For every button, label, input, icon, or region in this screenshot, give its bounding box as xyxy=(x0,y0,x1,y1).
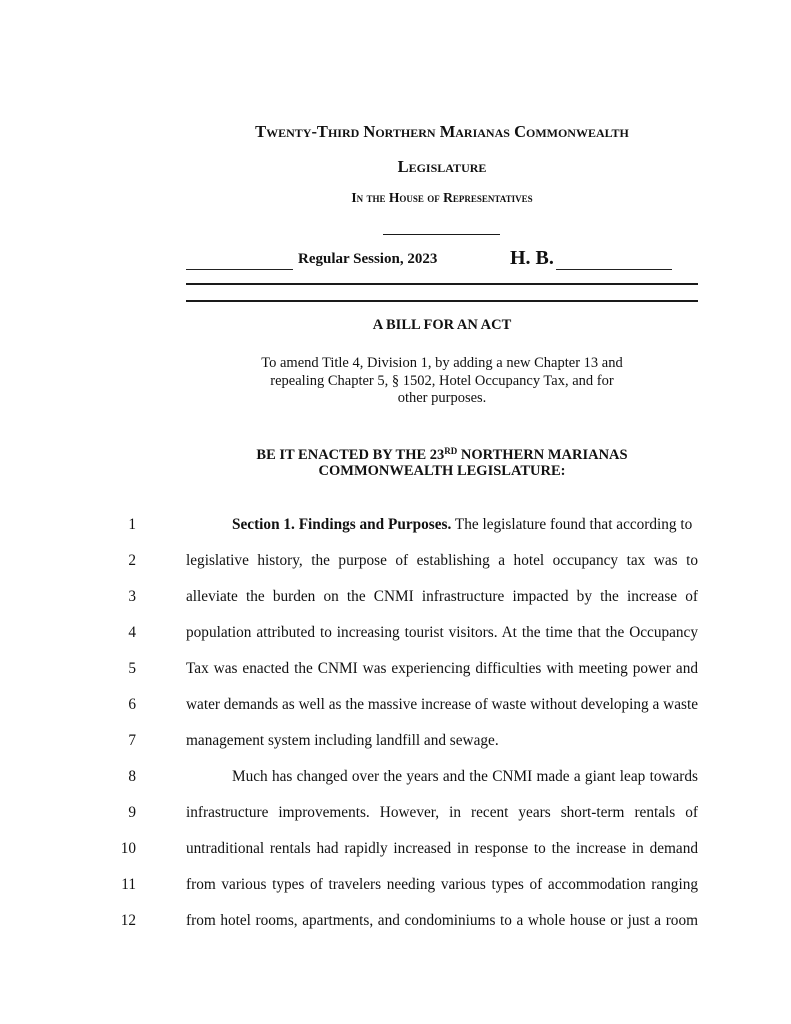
bill-title: A BILL FOR AN ACT xyxy=(372,317,512,333)
line-number: 7 xyxy=(128,732,136,749)
body-line xyxy=(0,588,791,608)
line-text: management system including landfill and sewage. xyxy=(186,732,499,749)
body-line xyxy=(0,768,791,788)
line-text: alleviate the burden on the CNMI infrastructure impacted by the increase of xyxy=(186,588,698,605)
body-line xyxy=(0,516,791,536)
chamber-heading: In the House of Representatives xyxy=(351,190,533,205)
body-line xyxy=(0,696,791,716)
line-text: infrastructure improvements. However, in recent years short-term rentals of xyxy=(186,804,698,821)
line-number: 3 xyxy=(128,588,136,605)
section-heading: Section 1. Findings and Purposes. xyxy=(232,516,452,533)
line-number: 10 xyxy=(120,840,136,857)
line-text: from hotel rooms, apartments, and condominiums to a whole house or just a room xyxy=(186,912,698,929)
body-line xyxy=(0,732,791,752)
bill-description xyxy=(236,355,648,408)
session-row xyxy=(186,249,698,273)
ordinal-superscript: RD xyxy=(444,446,458,456)
line-text: population attributed to increasing tourist visitors. At the time that the Occupancy xyxy=(186,624,698,641)
line-number: 11 xyxy=(121,876,136,893)
line-number: 8 xyxy=(128,768,136,785)
line-number: 9 xyxy=(128,804,136,821)
bill-description-line: To amend Title 4, Division 1, by adding a new Chapter 13 and xyxy=(261,355,623,371)
line-number: 5 xyxy=(128,660,136,677)
legislature-subheading: Legislature xyxy=(397,157,487,176)
session-label: Regular Session, 2023 xyxy=(298,251,438,267)
bill-description-line: other purposes. xyxy=(397,390,487,406)
body-line xyxy=(0,624,791,644)
line-text: Much has changed over the years and the CNMI made a giant leap towards xyxy=(232,768,698,785)
header-rule-bottom xyxy=(186,300,698,302)
session-blank-line xyxy=(186,269,293,270)
enacting-clause: BE IT ENACTED BY THE 23RD NORTHERN MARIANAS COMMONWEALTH LEGISLATURE: xyxy=(256,446,628,479)
body-line xyxy=(0,912,791,932)
center-blank-line xyxy=(383,234,500,235)
line-text: Tax was enacted the CNMI was experiencing difficulties with meeting power and xyxy=(186,660,698,677)
bill-description-line: repealing Chapter 5, § 1502, Hotel Occupancy Tax, and for xyxy=(270,372,614,389)
legislature-heading: Twenty-Third Northern Marianas Commonwealth xyxy=(255,122,629,141)
line-text: legislative history, the purpose of establishing a hotel occupancy tax was to xyxy=(186,552,698,569)
bill-number-label: H. B. xyxy=(510,247,554,269)
body-line xyxy=(0,840,791,860)
body-line xyxy=(0,552,791,572)
line-number: 1 xyxy=(128,516,136,533)
line-number: 2 xyxy=(128,552,136,569)
body-line xyxy=(0,876,791,896)
line-text: water demands as well as the massive increase of waste without developing a waste xyxy=(186,696,698,713)
line-text: from various types of travelers needing various types of accommodation ranging xyxy=(186,876,698,893)
header-rule-top xyxy=(186,283,698,285)
bill-number-blank-line xyxy=(556,269,672,270)
line-text: untraditional rentals had rapidly increased in response to the increase in demand xyxy=(186,840,698,857)
line-number: 4 xyxy=(128,624,136,641)
line-number: 6 xyxy=(128,696,136,713)
body-line xyxy=(0,804,791,824)
body-line xyxy=(0,660,791,680)
line-text: Section 1. Findings and Purposes. The legislature found that according to xyxy=(232,516,693,533)
line-number: 12 xyxy=(120,912,136,929)
